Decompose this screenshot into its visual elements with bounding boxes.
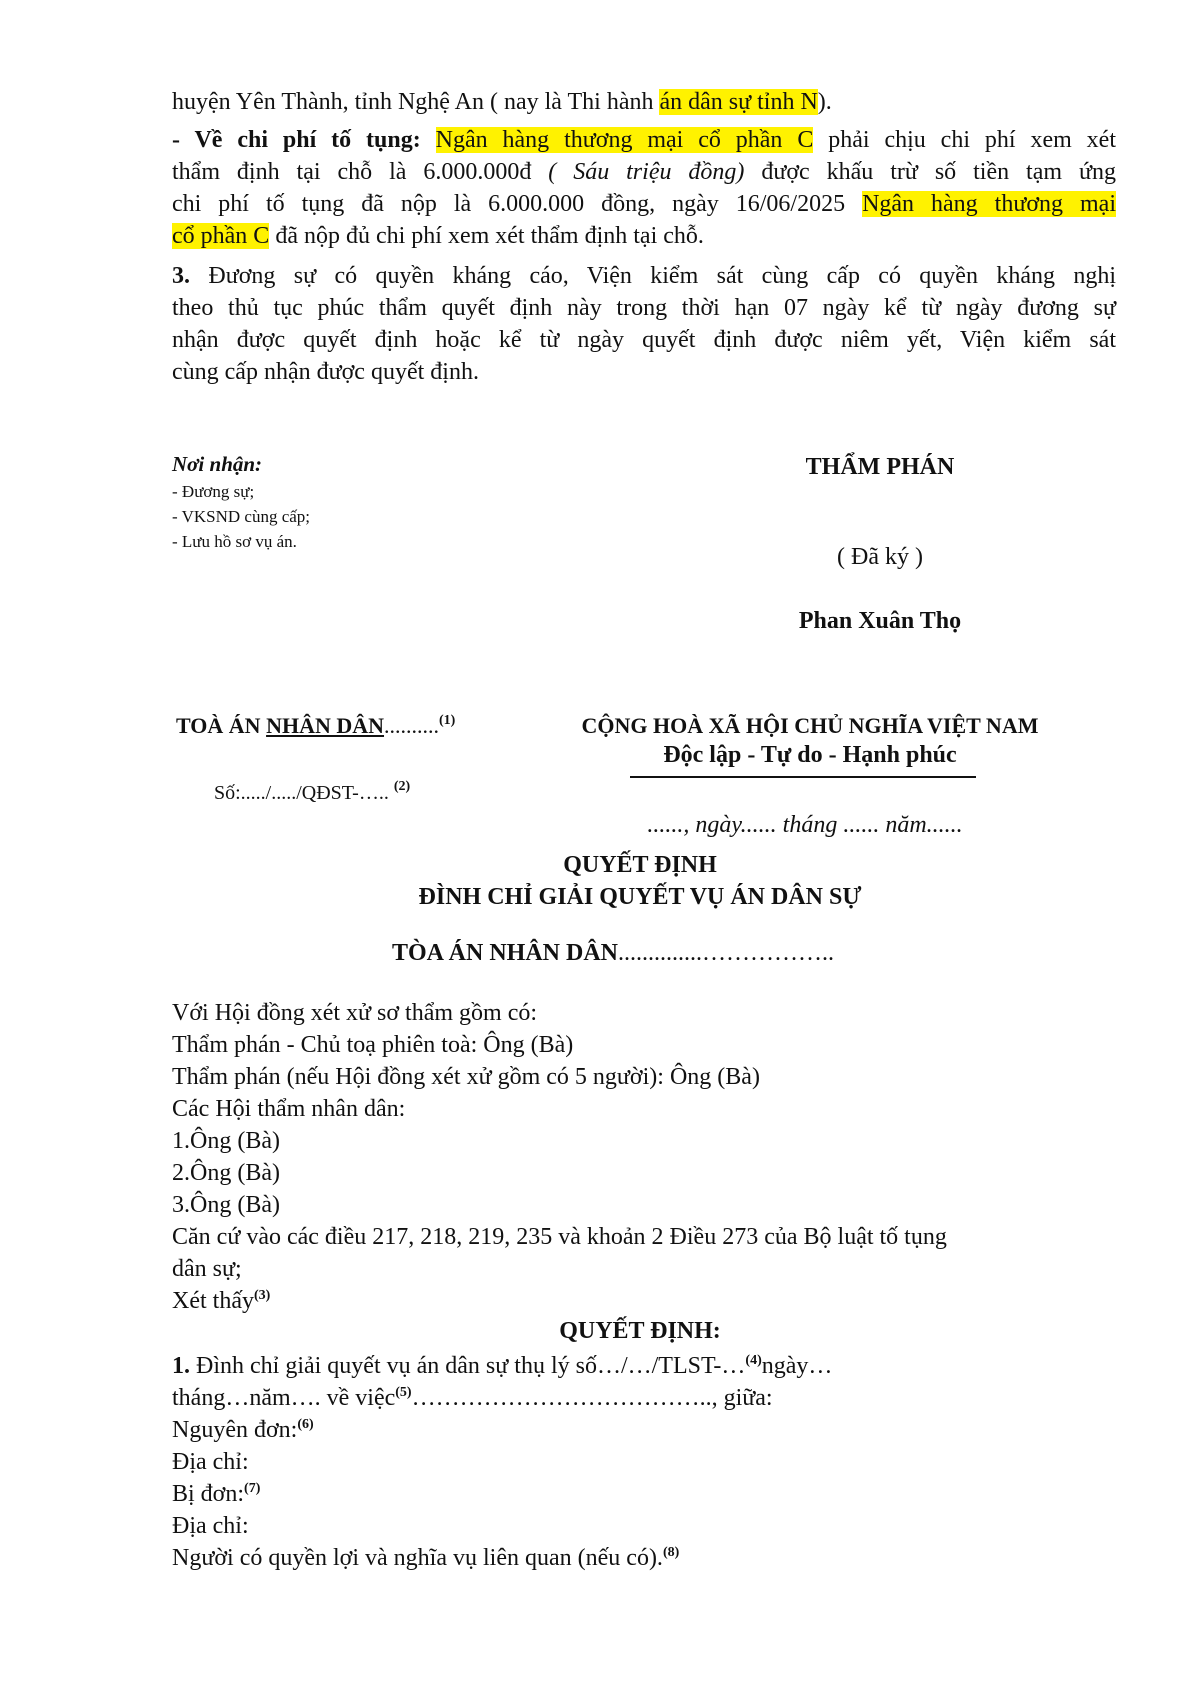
panel-line: Với Hội đồng xét xử sơ thẩm gồm có: <box>172 1000 538 1026</box>
panel-line: Các Hội thẩm nhân dân: <box>172 1096 406 1122</box>
decision-line-1: 1. Đình chỉ giải quyết vụ án dân sự thụ lý số…/…/TLST-…$^{(4)}$ngày… <box>172 1353 833 1379</box>
cost-line-4: cổ phần C đã nộp đủ chi phí xem xét thẩm định tại chỗ. <box>172 223 704 249</box>
panel-line: Thẩm phán - Chủ toạ phiên toà: Ông (Bà) <box>172 1032 574 1058</box>
panel-line: 2.Ông (Bà) <box>172 1160 280 1186</box>
appeal-line-1: 3. Đương sự có quyền kháng cáo, Viện kiểm sát cùng cấp có quyền kháng nghị <box>172 263 1116 289</box>
plaintiff-address: Địa chỉ: <box>172 1449 249 1475</box>
decision-heading: QUYẾT ĐỊNH: <box>559 1318 721 1344</box>
appeal-line-3: nhận được quyết định hoặc kể từ ngày quyết định được niêm yết, Viện kiểm sát <box>172 327 1116 353</box>
national-motto: Độc lập - Tự do - Hạnh phúc <box>663 742 957 768</box>
recipient-item: - Đương sự; <box>172 482 255 501</box>
document-subtitle: ĐÌNH CHỈ GIẢI QUYẾT VỤ ÁN DÂN SỰ <box>418 884 862 910</box>
court-name-header: TOÀ ÁN NHÂN DÂN..........$^{(1)}$ <box>176 713 456 738</box>
legal-basis-line: dân sự; <box>172 1256 242 1282</box>
xet-thay: Xét thấy$^{(3)}$ <box>172 1288 271 1314</box>
republic-heading: CỘNG HOÀ XÃ HỘI CHỦ NGHĨA VIỆT NAM <box>581 713 1039 738</box>
panel-line: 3.Ông (Bà) <box>172 1192 280 1218</box>
document-number: Số:...../...../QĐST-….. $^{(2)}$ <box>214 779 411 804</box>
panel-line: 1.Ông (Bà) <box>172 1128 280 1154</box>
document-title: QUYẾT ĐỊNH <box>563 852 717 878</box>
recipients-title: Nơi nhận: <box>172 452 263 476</box>
plaintiff-line: Nguyên đơn:$^{(6)}$ <box>172 1417 314 1443</box>
recipient-item: - Lưu hồ sơ vụ án. <box>172 532 297 551</box>
cost-line-1: - Về chi phí tố tụng: Ngân hàng thương mại cổ phần C phải chịu chi phí xem xét <box>172 127 1116 153</box>
defendant-address: Địa chỉ: <box>172 1513 249 1539</box>
signed-note: ( Đã ký ) <box>837 544 923 570</box>
recipient-item: - VKSND cùng cấp; <box>172 507 311 526</box>
defendant-line: Bị đơn:$^{(7)}$ <box>172 1481 261 1507</box>
judge-name: Phan Xuân Thọ <box>798 608 962 634</box>
legal-basis-line: Căn cứ vào các điều 217, 218, 219, 235 và khoản 2 Điều 273 của Bộ luật tố tụng <box>172 1224 947 1250</box>
appeal-line-4: cùng cấp nhận được quyết định. <box>172 359 479 385</box>
panel-line: Thẩm phán (nếu Hội đồng xét xử gồm có 5 người): Ông (Bà) <box>172 1064 760 1090</box>
motto-underline <box>630 776 976 778</box>
cost-line-3: chi phí tố tụng đã nộp là 6.000.000 đồng, ngày 16/06/2025 Ngân hàng thương mại <box>172 191 1116 217</box>
cost-line-2: thẩm định tại chỗ là 6.000.000đ ( Sáu triệu đồng) được khấu trừ số tiền tạm ứng <box>172 159 1116 185</box>
prev-line-1: huyện Yên Thành, tỉnh Nghệ An ( nay là Thi hành án dân sự tỉnh N). <box>172 89 832 115</box>
related-party-line: Người có quyền lợi và nghĩa vụ liên quan (nếu có).$^{(8)}$ <box>172 1545 680 1571</box>
judge-title: THẨM PHÁN <box>805 454 955 480</box>
appeal-line-2: theo thủ tục phúc thẩm quyết định này trong thời hạn 07 ngày kể từ ngày đương sự <box>172 295 1116 321</box>
date-line: ......, ngày...... tháng ...... năm...... <box>647 812 963 838</box>
decision-line-2: tháng…năm…. về việc$^{(5)}$……………………………….., giữa: <box>172 1385 773 1411</box>
court-heading: TÒA ÁN NHÂN DÂN..............…………….. <box>392 940 835 966</box>
